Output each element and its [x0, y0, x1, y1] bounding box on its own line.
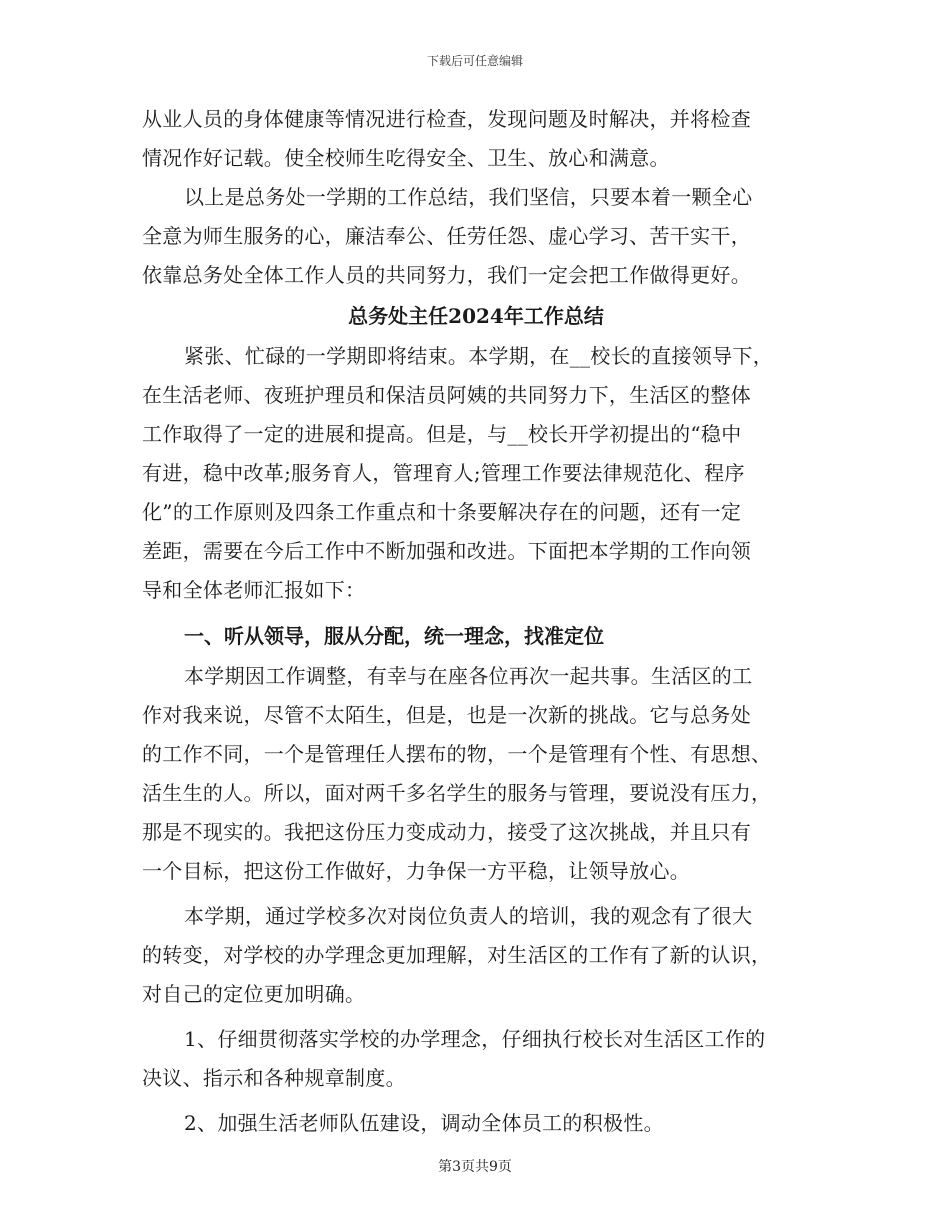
header-note: 下载后可任意编辑 — [426, 54, 523, 68]
text-line: 那是不现实的。我把这份压力变成动力，接受了这次挑战，并且只有 — [142, 820, 751, 844]
text-line: 化”的工作原则及四条工作重点和十条要解决存在的问题，还有一定 — [142, 500, 742, 524]
text-line: 本学期，通过学校多次对岗位负责人的培训，我的观念有了很大 — [184, 904, 753, 928]
paragraph-5 — [142, 897, 810, 1014]
text-line: 的转变，对学校的办学理念更加理解，对生活区的工作有了新的认识， — [142, 943, 772, 967]
text-line: 活生生的人。所以，面对两千多名学生的服务与管理，要说没有压力， — [142, 781, 772, 805]
text-line: 在生活老师、夜班护理员和保洁员阿姨的共同努力下，生活区的整体 — [142, 383, 751, 407]
text-line: 全意为师生服务的心，廉洁奉公、任劳任怨、虚心学习、苦干实干， — [142, 224, 751, 248]
text-line: 的工作不同，一个是管理任人摆布的物，一个是管理有个性、有思想、 — [142, 742, 772, 766]
text-line: 一个目标，把这份工作做好，力争保一方平稳，让领导放心。 — [142, 859, 691, 883]
paragraph-2 — [142, 178, 810, 295]
text-line: 作对我来说，尽管不太陌生，但是，也是一次新的挑战。它与总务处 — [142, 703, 751, 727]
text-line: 对自己的定位更加明确。 — [142, 982, 366, 1006]
paragraph-3 — [142, 337, 810, 610]
paragraph-1 — [142, 100, 810, 178]
document-body — [142, 100, 810, 1143]
text-line: 导和全体老师汇报如下： — [142, 578, 366, 602]
text-line: 紧张、忙碌的一学期即将结束。本学期，在__校长的直接领导下， — [184, 344, 773, 368]
paragraph-4 — [142, 657, 810, 891]
text-line: 从业人员的身体健康等情况进行检查，发现问题及时解决，并将检查 — [142, 107, 751, 131]
page-number-footer: 第3页共9页 — [438, 1159, 512, 1175]
text-line: 依靠总务处全体工作人员的共同努力，我们一定会把工作做得更好。 — [142, 263, 751, 287]
paragraph-7 — [142, 1104, 810, 1143]
document-title: 总务处主任2024年工作总结 — [348, 304, 604, 328]
text-line: 差距，需要在今后工作中不断加强和改进。下面把本学期的工作向领 — [142, 539, 751, 563]
text-line: 以上是总务处一学期的工作总结，我们坚信，只要本着一颗全心 — [184, 185, 753, 209]
text-line: 1、仔细贯彻落实学校的办学理念，仔细执行校长对生活区工作的 — [184, 1027, 766, 1051]
paragraph-6 — [142, 1020, 810, 1098]
text-line: 本学期因工作调整，有幸与在座各位再次一起共事。生活区的工 — [184, 664, 753, 688]
text-line: 有进，稳中改革;服务育人，管理育人;管理工作要法律规范化、程序 — [142, 461, 745, 485]
text-line: 工作取得了一定的进展和提高。但是，与__校长开学初提出的“稳中 — [142, 422, 742, 446]
text-line: 决议、指示和各种规章制度。 — [142, 1066, 406, 1090]
section-heading: 一、听从领导，服从分配，统一理念，找准定位 — [184, 624, 604, 648]
text-line: 情况作好记载。使全校师生吃得安全、卫生、放心和满意。 — [142, 146, 670, 170]
text-line: 2、加强生活老师队伍建设，调动全体员工的积极性。 — [184, 1111, 664, 1135]
